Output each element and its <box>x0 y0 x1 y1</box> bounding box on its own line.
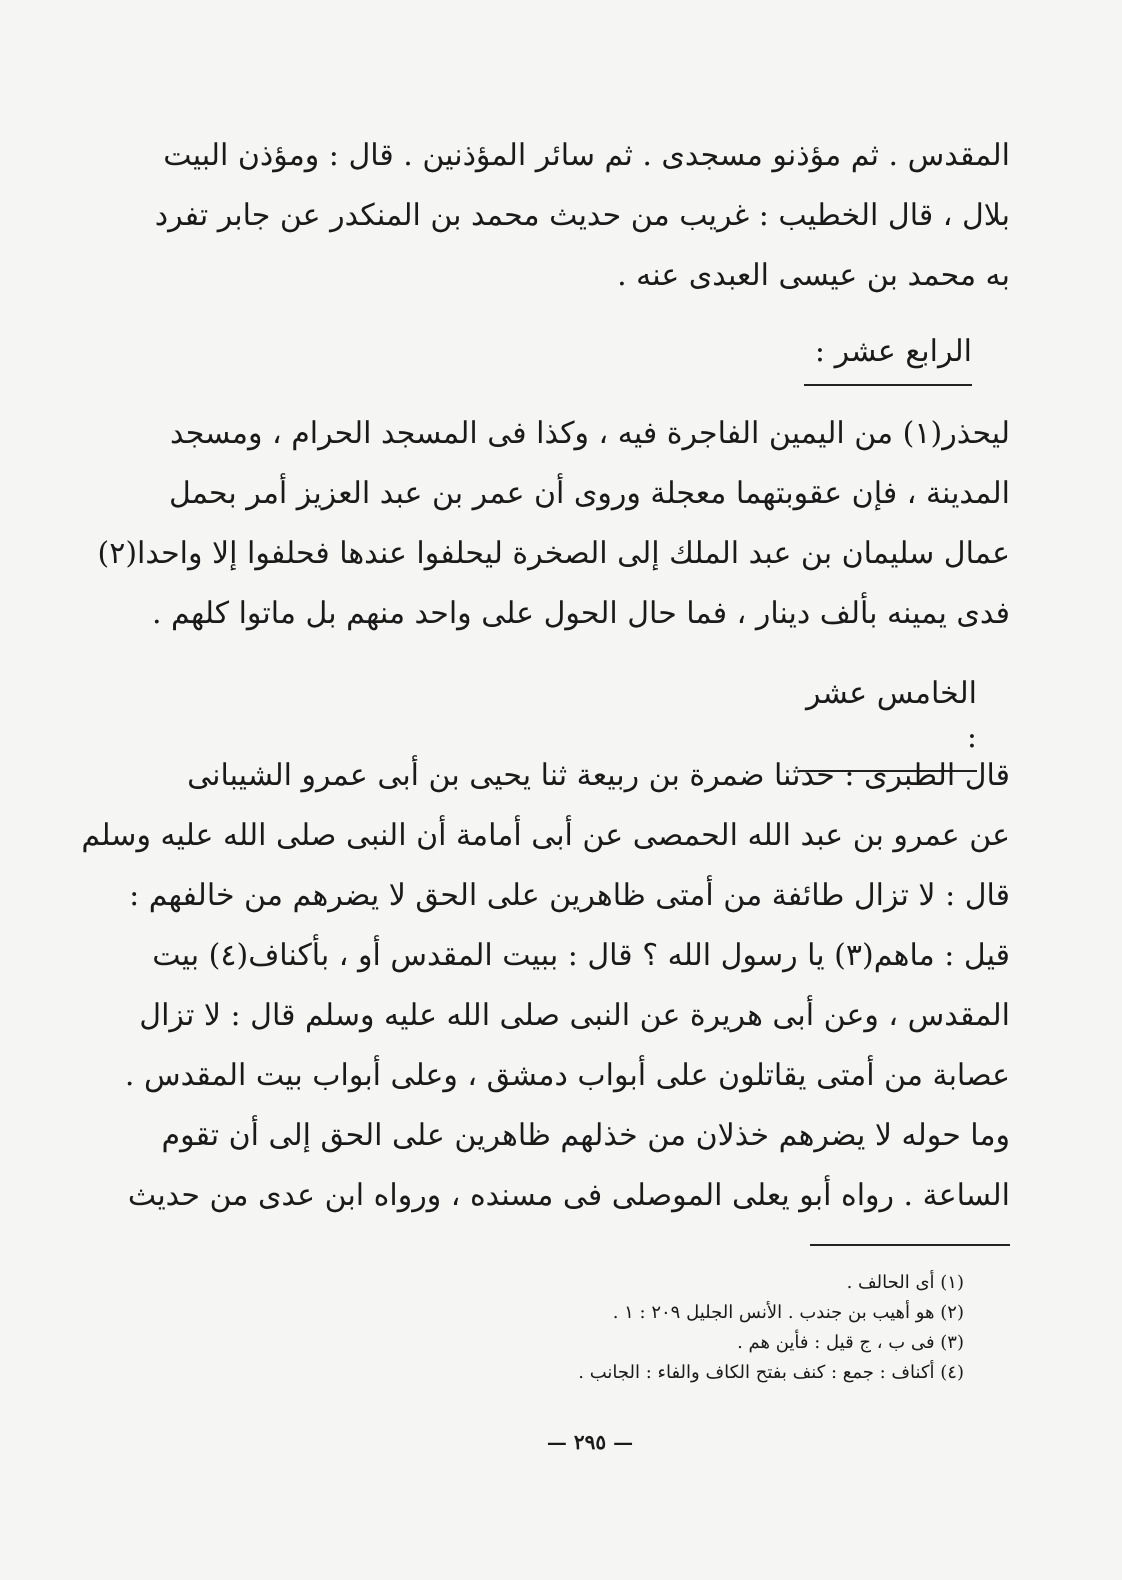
text-line: فدى يمينه بألف دينار ، فما حال الحول على واحد منهم بل ماتوا كلهم . <box>151 596 1010 631</box>
section-15-paragraph <box>81 746 1010 1226</box>
section-heading-15: الخامس عشر : <box>799 672 977 772</box>
text-line: المدينة ، فإن عقوبتهما معجلة وروى أن عمر بن عبد العزيز أمر بحمل <box>168 476 1010 511</box>
text-line: قيل : ماهم(٣) يا رسول الله ؟ قال : ببيت المقدس أو ، بأكناف(٤) بيت <box>152 938 1010 973</box>
text-line: ليحذر(١) من اليمين الفاجرة فيه ، وكذا فى المسجد الحرام ، ومسجد <box>170 416 1010 451</box>
text-line: به محمد بن عيسى العبدى عنه . <box>617 258 1010 293</box>
footnote-3: (٣) فى ب ، ج قيل : فأين هم . <box>737 1332 964 1353</box>
text-line: بلال ، قال الخطيب : غريب من حديث محمد بن المنكدر عن جابر تفرد <box>154 198 1010 233</box>
text-line: المقدس ، وعن أبى هريرة عن النبى صلى الله عليه وسلم قال : لا تزال <box>139 998 1010 1033</box>
section-14-paragraph <box>97 404 1010 644</box>
text-line: قال : لا تزال طائفة من أمتى ظاهرين على الحق لا يضرهم من خالفهم : <box>129 878 1010 913</box>
paragraph-continuation <box>154 126 1010 306</box>
text-line: قال الطبرى : حدثنا ضمرة بن ربيعة ثنا يحيى بن أبى عمرو الشيبانى <box>187 758 1010 793</box>
text-line: وما حوله لا يضرهم خذلان من خذلهم ظاهرين على الحق إلى أن تقوم <box>161 1118 1010 1153</box>
footnote-1: (١) أى الحالف . <box>846 1272 964 1293</box>
page-number: — ٢٩٥ — <box>546 1430 634 1454</box>
footnote-2: (٢) هو أهيب بن جندب . الأنس الجليل ٢٠٩ : ١ . <box>612 1302 964 1323</box>
footnotes <box>364 1268 964 1388</box>
section-heading-14: الرابع عشر : <box>804 330 972 386</box>
text-line: المقدس . ثم مؤذنو مسجدى . ثم سائر المؤذنين . قال : ومؤذن البيت <box>163 138 1010 173</box>
text-line: عصابة من أمتى يقاتلون على أبواب دمشق ، وعلى أبواب بيت المقدس . <box>124 1058 1010 1093</box>
text-line: عمال سليمان بن عبد الملك إلى الصخرة ليحلفوا عندها فحلفوا إلا واحدا(٢) <box>97 536 1010 571</box>
footnote-4: (٤) أكناف : جمع : كنف بفتح الكاف والفاء : الجانب . <box>578 1362 964 1383</box>
text-line: الساعة . رواه أبو يعلى الموصلى فى مسنده ، ورواه ابن عدى من حديث <box>127 1178 1010 1213</box>
text-line: عن عمرو بن عبد الله الحمصى عن أبى أمامة أن النبى صلى الله عليه وسلم <box>81 818 1010 853</box>
footnote-divider <box>810 1244 1010 1246</box>
